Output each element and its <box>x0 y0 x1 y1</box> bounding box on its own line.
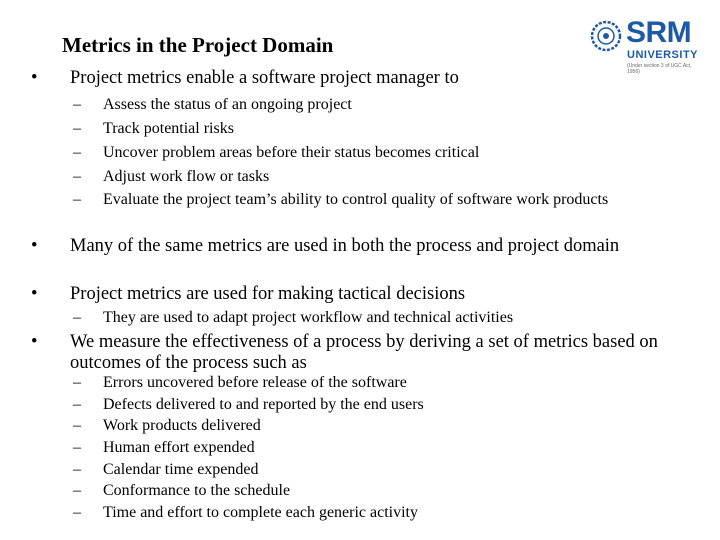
bullet-item <box>31 68 680 89</box>
sub-bullet-item <box>73 416 663 436</box>
sub-bullet-item <box>73 438 663 458</box>
sub-bullet-text: Calendar time expended <box>103 461 259 478</box>
dash-marker: – <box>73 96 81 113</box>
emblem-icon <box>590 20 622 52</box>
sub-bullet-text: They are used to adapt project workflow and technical activities <box>103 309 514 326</box>
dash-marker: – <box>73 482 81 499</box>
bullet-text: Project metrics enable a software project manager to <box>70 68 459 88</box>
bullet-marker: • <box>31 68 38 88</box>
sub-bullet-item <box>73 143 663 163</box>
dash-marker: – <box>73 439 81 456</box>
logo-brand: SRM <box>626 16 692 49</box>
sub-bullet-item <box>73 481 663 501</box>
sub-bullet-item <box>73 460 663 480</box>
bullet-item <box>31 236 680 257</box>
bullet-item <box>31 332 680 374</box>
dash-marker: – <box>73 168 81 185</box>
dash-marker: – <box>73 144 81 161</box>
bullet-text: Project metrics are used for making tactical decisions <box>70 284 466 304</box>
bullet-item <box>31 284 680 305</box>
logo-tagline: (Under section 3 of UGC Act, 1956) <box>627 63 692 75</box>
sub-bullet-text: Track potential risks <box>103 120 234 137</box>
sub-bullet-text: Uncover problem areas before their status becomes critical <box>103 144 480 161</box>
bullet-marker: • <box>31 236 38 256</box>
sub-bullet-text: Time and effort to complete each generic activity <box>103 504 418 521</box>
dash-marker: – <box>73 461 81 478</box>
sub-bullet-item <box>73 119 663 139</box>
sub-bullet-text: Conformance to the schedule <box>103 482 291 499</box>
sub-bullet-text: Evaluate the project team’s ability to control quality of software work products <box>103 191 609 208</box>
dash-marker: – <box>73 396 81 413</box>
bullet-marker: • <box>31 284 38 304</box>
sub-bullet-text: Defects delivered to and reported by the end users <box>103 396 424 413</box>
sub-bullet-text: Assess the status of an ongoing project <box>103 96 352 113</box>
dash-marker: – <box>73 120 81 137</box>
sub-bullet-text: Human effort expended <box>103 439 255 456</box>
dash-marker: – <box>73 417 81 434</box>
sub-bullet-item <box>73 503 663 523</box>
dash-marker: – <box>73 374 81 391</box>
sub-bullet-item <box>73 308 663 328</box>
slide-title: Metrics in the Project Domain <box>62 33 334 57</box>
sub-bullet-text: Adjust work flow or tasks <box>103 168 270 185</box>
sub-bullet-item <box>73 395 663 415</box>
logo-subtitle: UNIVERSITY <box>627 49 699 61</box>
sub-bullet-text: Errors uncovered before release of the software <box>103 374 407 391</box>
bullet-text: Many of the same metrics are used in both the process and project domain <box>70 236 620 256</box>
bullet-text: We measure the effectiveness of a process by deriving a set of metrics based on outcomes of the process such as <box>70 332 658 373</box>
sub-bullet-item <box>73 95 663 115</box>
sub-bullet-item <box>73 190 663 210</box>
sub-bullet-item <box>73 373 663 393</box>
dash-marker: – <box>73 191 81 208</box>
sub-bullet-text: Work products delivered <box>103 417 261 434</box>
dash-marker: – <box>73 504 81 521</box>
sub-bullet-item <box>73 167 663 187</box>
dash-marker: – <box>73 309 81 326</box>
bullet-marker: • <box>31 332 38 352</box>
